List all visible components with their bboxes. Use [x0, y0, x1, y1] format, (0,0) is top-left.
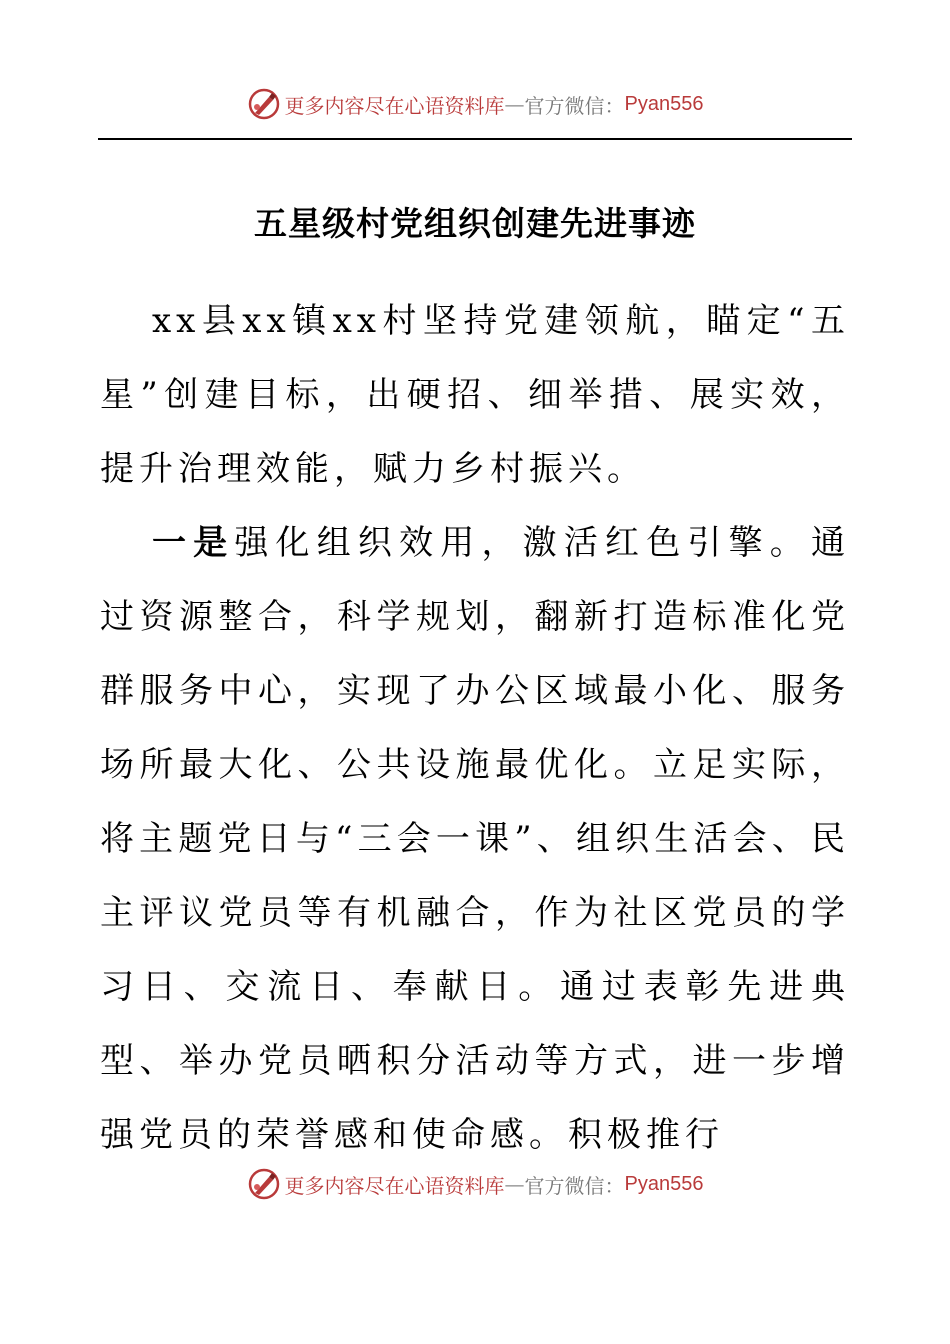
watermark-contact-id: Pyan556 [624, 92, 704, 115]
document-title: 五星级村党组织创建先进事迹 [254, 204, 696, 243]
watermark-contact-label: 官方微信： [524, 1173, 625, 1198]
document-body [100, 284, 850, 1172]
paragraph-2-lead: 一是 [152, 523, 235, 563]
watermark-contact-label: 官方微信： [524, 93, 625, 118]
header-rule [98, 138, 852, 140]
watermark-separator: — [504, 92, 525, 116]
paragraph-2-text: 强化组织效用，激活红色引擎。通过资源整合，科学规划，翻新打造标准化党群服务中心，实现了办公区域最小化、服务场所最大化、公共设施最优化。立足实际，将主题党日与“三会一课”、组织生活会、民主评议党员等有机融合，作为社区党员的学习日、交流日、奉献日。通过表彰先进典型、举办党员晒积分活动等方式，进一步增强党员的荣誉感和使命感。积极推行 [100, 523, 850, 1155]
pen-logo-icon [247, 87, 281, 121]
watermark-text: 更多内容尽在心语资料库 [284, 1173, 505, 1198]
footer-watermark [0, 1162, 950, 1206]
paragraph-1 [100, 284, 850, 506]
paragraph-2 [100, 506, 850, 1172]
watermark-content [247, 87, 704, 121]
watermark-contact-id: Pyan556 [624, 1172, 704, 1195]
header-watermark [0, 82, 950, 126]
paragraph-1-text: xx县xx镇xx村坚持党建领航，瞄定“五星”创建目标，出硬招、细举措、展实效，提升治理效能，赋力乡村振兴。 [100, 301, 850, 489]
watermark-text: 更多内容尽在心语资料库 [284, 93, 505, 118]
pen-logo-icon [247, 1167, 281, 1201]
watermark-content [247, 1167, 704, 1201]
watermark-separator: — [504, 1172, 525, 1196]
